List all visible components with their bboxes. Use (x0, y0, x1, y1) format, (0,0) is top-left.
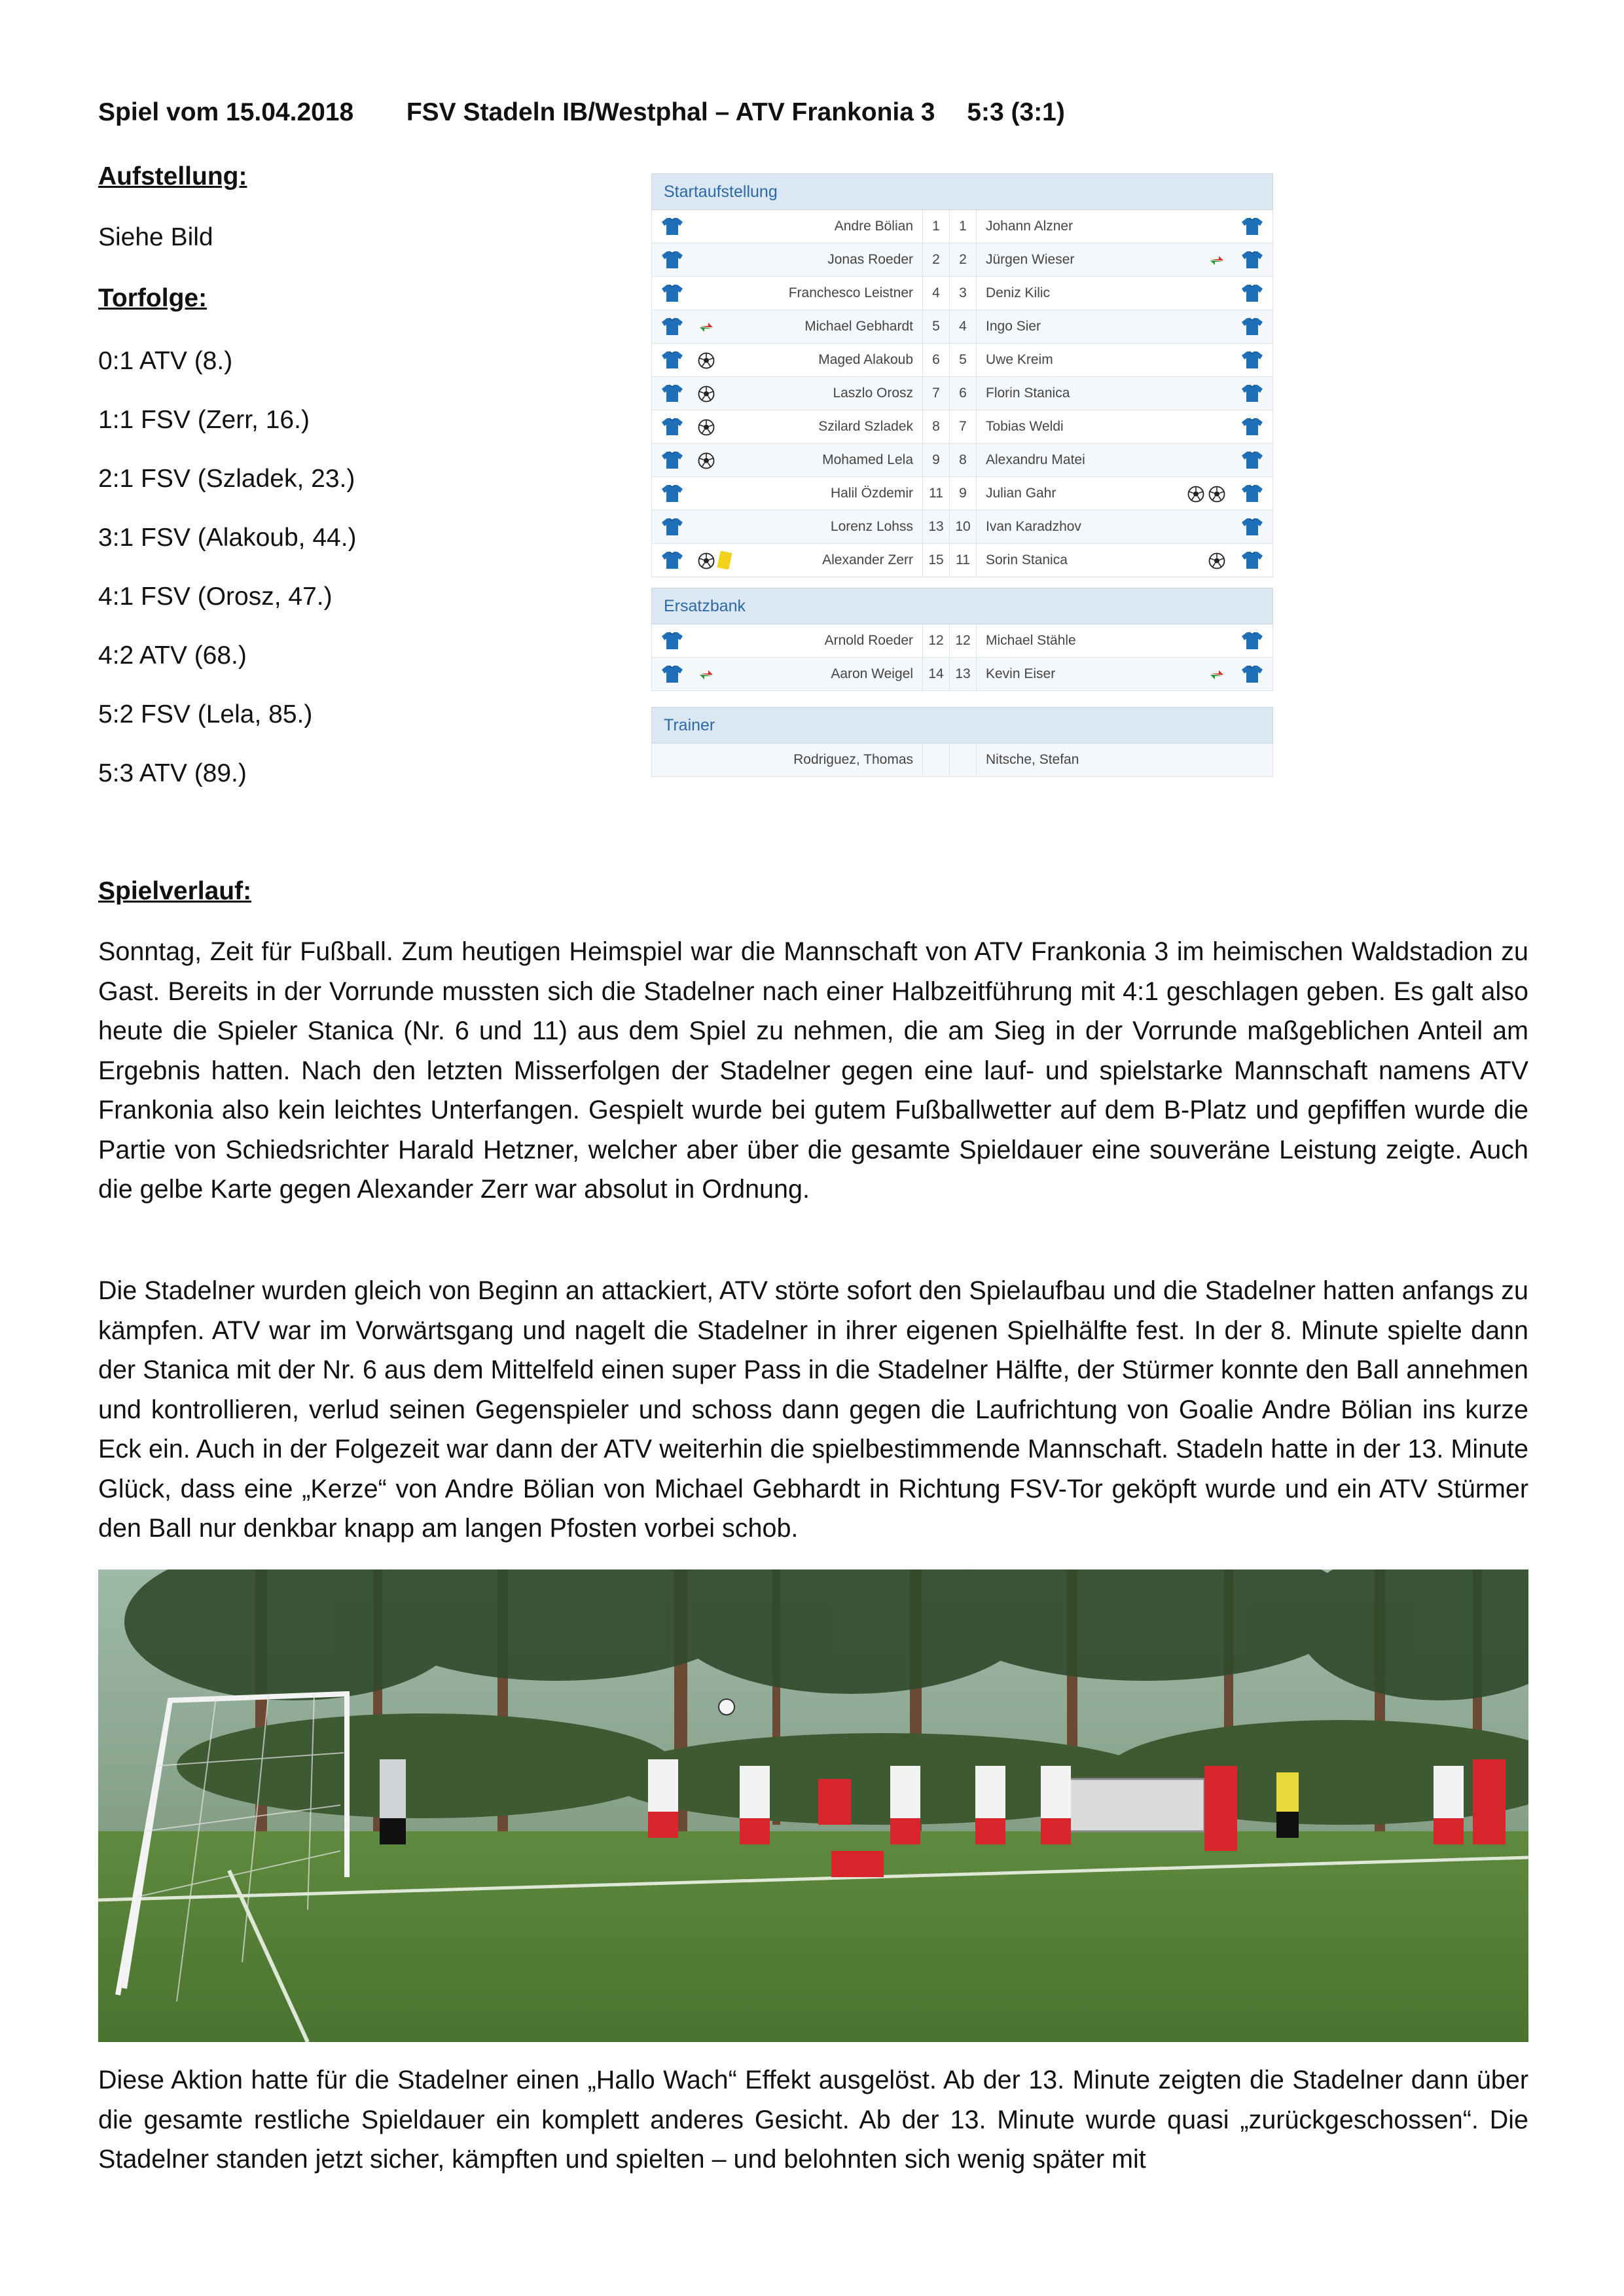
aufstellung-text: Siehe Bild (98, 223, 213, 251)
home-shirt-icon (661, 551, 683, 569)
home-shirt-icon (661, 632, 683, 650)
goal-ball-icon (698, 552, 715, 569)
home-number: 1 (922, 210, 949, 243)
lineup-row (651, 544, 1273, 577)
away-number: 4 (949, 310, 977, 343)
away-player: Sorin Stanica (986, 552, 1068, 567)
paragraph-1: Sonntag, Zeit für Fußball. Zum heutigen Heimspiel war die Mannschaft von ATV Frankonia 3 im heimischen Waldstadion zu Gast. Bereits in der Vorrunde mussten sich die Stadelner nach einer Halbzeitführung mit 4:1 geschlagen geben. Es galt also heute die Spieler Stanica (Nr. 6 und 11) aus dem Spiel zu nehmen, die am Sieg in der Vorrunde maßgeblichen Anteil am Ergebnis hatten. Nach den letzten Misserfolgen der Stadelner gegen eine lauf- und spielstarke Mannschaft namens ATV Frankonia also kein leichtes Unterfangen. Gespielt wurde bei gutem Fußballwetter auf dem B-Platz und gepfiffen wurde die Partie von Schiedsrichter Harald Hetzner, welcher aber über die gesamte Spieldauer eine souveräne Leistung zeigte. Auch die gelbe Karte gegen Alexander Zerr war absolut in Ordnung. (98, 937, 1528, 1204)
goal-ball-icon (1208, 486, 1225, 503)
yellow-card-icon (717, 550, 732, 569)
home-shirt-icon (661, 284, 683, 302)
home-player: Andre Bölian (834, 219, 913, 234)
away-shirt-icon (1241, 518, 1263, 536)
match-photo-illustration (98, 1570, 1528, 2042)
away-number: 8 (949, 444, 977, 476)
home-player: Mohamed Lela (822, 452, 913, 467)
away-number: 5 (949, 344, 977, 376)
away-shirt-icon (1241, 284, 1263, 302)
lineup-row (651, 243, 1273, 277)
home-player: Arnold Roeder (824, 633, 913, 648)
home-player: Halil Özdemir (830, 486, 913, 501)
home-number: 5 (922, 310, 949, 343)
lineup-row (651, 658, 1273, 691)
home-shirt-icon (661, 665, 683, 683)
home-shirt-icon (661, 317, 683, 336)
lineup-row (651, 344, 1273, 377)
home-player: Michael Gebhardt (804, 319, 913, 334)
away-number: 13 (949, 658, 977, 691)
home-shirt-icon (661, 217, 683, 236)
away-number: 9 (949, 477, 977, 510)
away-number: 7 (949, 410, 977, 443)
away-player: Ingo Sier (986, 319, 1041, 334)
lineup-row (651, 477, 1273, 511)
away-shirt-icon (1241, 451, 1263, 469)
goal-ball-icon (698, 419, 715, 436)
away-player: Michael Stähle (986, 633, 1076, 648)
home-player: Maged Alakoub (818, 352, 913, 367)
home-player: Aaron Weigel (831, 666, 913, 681)
match-header (98, 98, 1065, 127)
away-player: Deniz Kilic (986, 285, 1051, 300)
away-number: 1 (949, 210, 977, 243)
home-number: 11 (922, 477, 949, 510)
substitution-icon (698, 666, 715, 683)
home-shirt-icon (661, 518, 683, 536)
goal-ball-icon (698, 352, 715, 369)
goal-item: 0:1 ATV (8.) (98, 347, 233, 375)
away-shirt-icon (1241, 665, 1263, 683)
lineup-row (651, 511, 1273, 544)
paragraph-3: Diese Aktion hatte für die Stadelner einen „Hallo Wach“ Effekt ausgelöst. Ab der 13. Minute zeigten die Stadelner dann über die gesamte restliche Spieldauer ein komplett anderes Gesicht. Ab der 13. Minute wurde quasi „zurückgeschossen“. Die Stadelner standen jetzt sicher, kämpften und spielten – und belohnten sich wenig später mit (98, 2066, 1528, 2174)
home-shirt-icon (661, 484, 683, 503)
home-player: Laszlo Orosz (833, 386, 913, 401)
away-shirt-icon (1241, 217, 1263, 236)
substitution-icon (698, 319, 715, 336)
home-shirt-icon (661, 351, 683, 369)
away-shirt-icon (1241, 251, 1263, 269)
home-number: 7 (922, 377, 949, 410)
match-score: 5:3 (3:1) (967, 98, 1065, 126)
trainer-header: Trainer (651, 707, 1273, 744)
home-player: Jonas Roeder (827, 252, 913, 267)
goal-item: 3:1 FSV (Alakoub, 44.) (98, 524, 357, 552)
torfolge-label: Torfolge: (98, 284, 208, 312)
home-trainer: Rodriguez, Thomas (793, 752, 913, 767)
away-shirt-icon (1241, 418, 1263, 436)
lineup-row (651, 310, 1273, 344)
trainer-row (651, 744, 1273, 777)
away-shirt-icon (1241, 351, 1263, 369)
goal-ball-icon (698, 386, 715, 403)
spielverlauf-label: Spielverlauf: (98, 877, 252, 905)
home-shirt-icon (661, 418, 683, 436)
away-number: 11 (949, 544, 977, 577)
goal-item: 1:1 FSV (Zerr, 16.) (98, 406, 310, 434)
away-shirt-icon (1241, 484, 1263, 503)
home-number: 12 (922, 624, 949, 657)
away-shirt-icon (1241, 551, 1263, 569)
away-number: 3 (949, 277, 977, 310)
aufstellung-label: Aufstellung: (98, 162, 247, 190)
away-player: Ivan Karadzhov (986, 519, 1081, 534)
match-date: Spiel vom 15.04.2018 (98, 98, 354, 126)
home-number: 4 (922, 277, 949, 310)
match-photo (98, 1570, 1528, 2042)
lineup-row (651, 410, 1273, 444)
lineup-row (651, 444, 1273, 477)
home-player: Franchesco Leistner (788, 285, 913, 300)
away-player: Kevin Eiser (986, 666, 1056, 681)
away-shirt-icon (1241, 632, 1263, 650)
home-number: 9 (922, 444, 949, 476)
bench-rows (651, 624, 1273, 691)
away-shirt-icon (1241, 317, 1263, 336)
lineup-row (651, 277, 1273, 310)
away-player: Jürgen Wieser (986, 252, 1075, 267)
goal-item: 2:1 FSV (Szladek, 23.) (98, 465, 355, 493)
home-number: 13 (922, 511, 949, 543)
home-player: Szilard Szladek (818, 419, 913, 434)
home-shirt-icon (661, 384, 683, 403)
goal-item: 4:2 ATV (68.) (98, 641, 247, 670)
goal-ball-icon (1187, 486, 1204, 503)
home-shirt-icon (661, 251, 683, 269)
lineup-row (651, 377, 1273, 410)
lineup-row (651, 210, 1273, 243)
home-number: 8 (922, 410, 949, 443)
home-number: 2 (922, 243, 949, 276)
away-player: Alexandru Matei (986, 452, 1085, 467)
goal-item: 4:1 FSV (Orosz, 47.) (98, 583, 333, 611)
startaufstellung-header: Startaufstellung (651, 173, 1273, 210)
home-player: Lorenz Lohss (830, 519, 913, 534)
home-shirt-icon (661, 451, 683, 469)
away-player: Julian Gahr (986, 486, 1056, 501)
home-player: Alexander Zerr (822, 552, 913, 567)
away-player: Tobias Weldi (986, 419, 1064, 434)
goal-ball-icon (1208, 552, 1225, 569)
away-trainer: Nitsche, Stefan (986, 752, 1079, 767)
substitution-icon (1208, 666, 1225, 683)
away-player: Florin Stanica (986, 386, 1070, 401)
goal-ball-icon (698, 452, 715, 469)
ersatzbank-header: Ersatzbank (651, 588, 1273, 624)
match-teams: FSV Stadeln IB/Westphal – ATV Frankonia 3 (406, 98, 935, 126)
goal-item: 5:3 ATV (89.) (98, 759, 247, 787)
away-player: Uwe Kreim (986, 352, 1053, 367)
substitution-icon (1208, 252, 1225, 269)
home-number: 14 (922, 658, 949, 691)
goal-item: 5:2 FSV (Lela, 85.) (98, 700, 313, 728)
away-number: 12 (949, 624, 977, 657)
paragraph-2: Die Stadelner wurden gleich von Beginn an attackiert, ATV störte sofort den Spielaufbau und die Stadelner hatten anfangs zu kämpfen. ATV war im Vorwärtsgang und nagelt die Stadelner in ihrer eigenen Spielhälfte fest. In der 8. Minute spielte dann der Stanica mit der Nr. 6 aus dem Mittelfeld einen super Pass in die Stadelner Hälfte, der Stürmer konnte den Ball annehmen und kontrollieren, verlud seinen Gegenspieler und schoss dann gegen die Laufrichtung von Goalie Andre Bölian ins kurze Eck ein. Auch in der Folgezeit war dann der ATV weiterhin die spielbestimmende Mannschaft. Stadeln hatte in der 13. Minute Glück, dass eine „Kerze“ von Andre Bölian von Michael Gebhardt in Richtung FSV-Tor geköpft wurde und ein ATV Stürmer den Ball nur denkbar knapp am langen Pfosten vorbei schob. (98, 1276, 1528, 1543)
home-number: 15 (922, 544, 949, 577)
lineup-table (651, 173, 1273, 777)
away-number: 2 (949, 243, 977, 276)
away-number: 6 (949, 377, 977, 410)
lineup-row (651, 624, 1273, 658)
start-rows (651, 210, 1273, 577)
away-number: 10 (949, 511, 977, 543)
home-number: 6 (922, 344, 949, 376)
away-shirt-icon (1241, 384, 1263, 403)
away-player: Johann Alzner (986, 219, 1074, 234)
